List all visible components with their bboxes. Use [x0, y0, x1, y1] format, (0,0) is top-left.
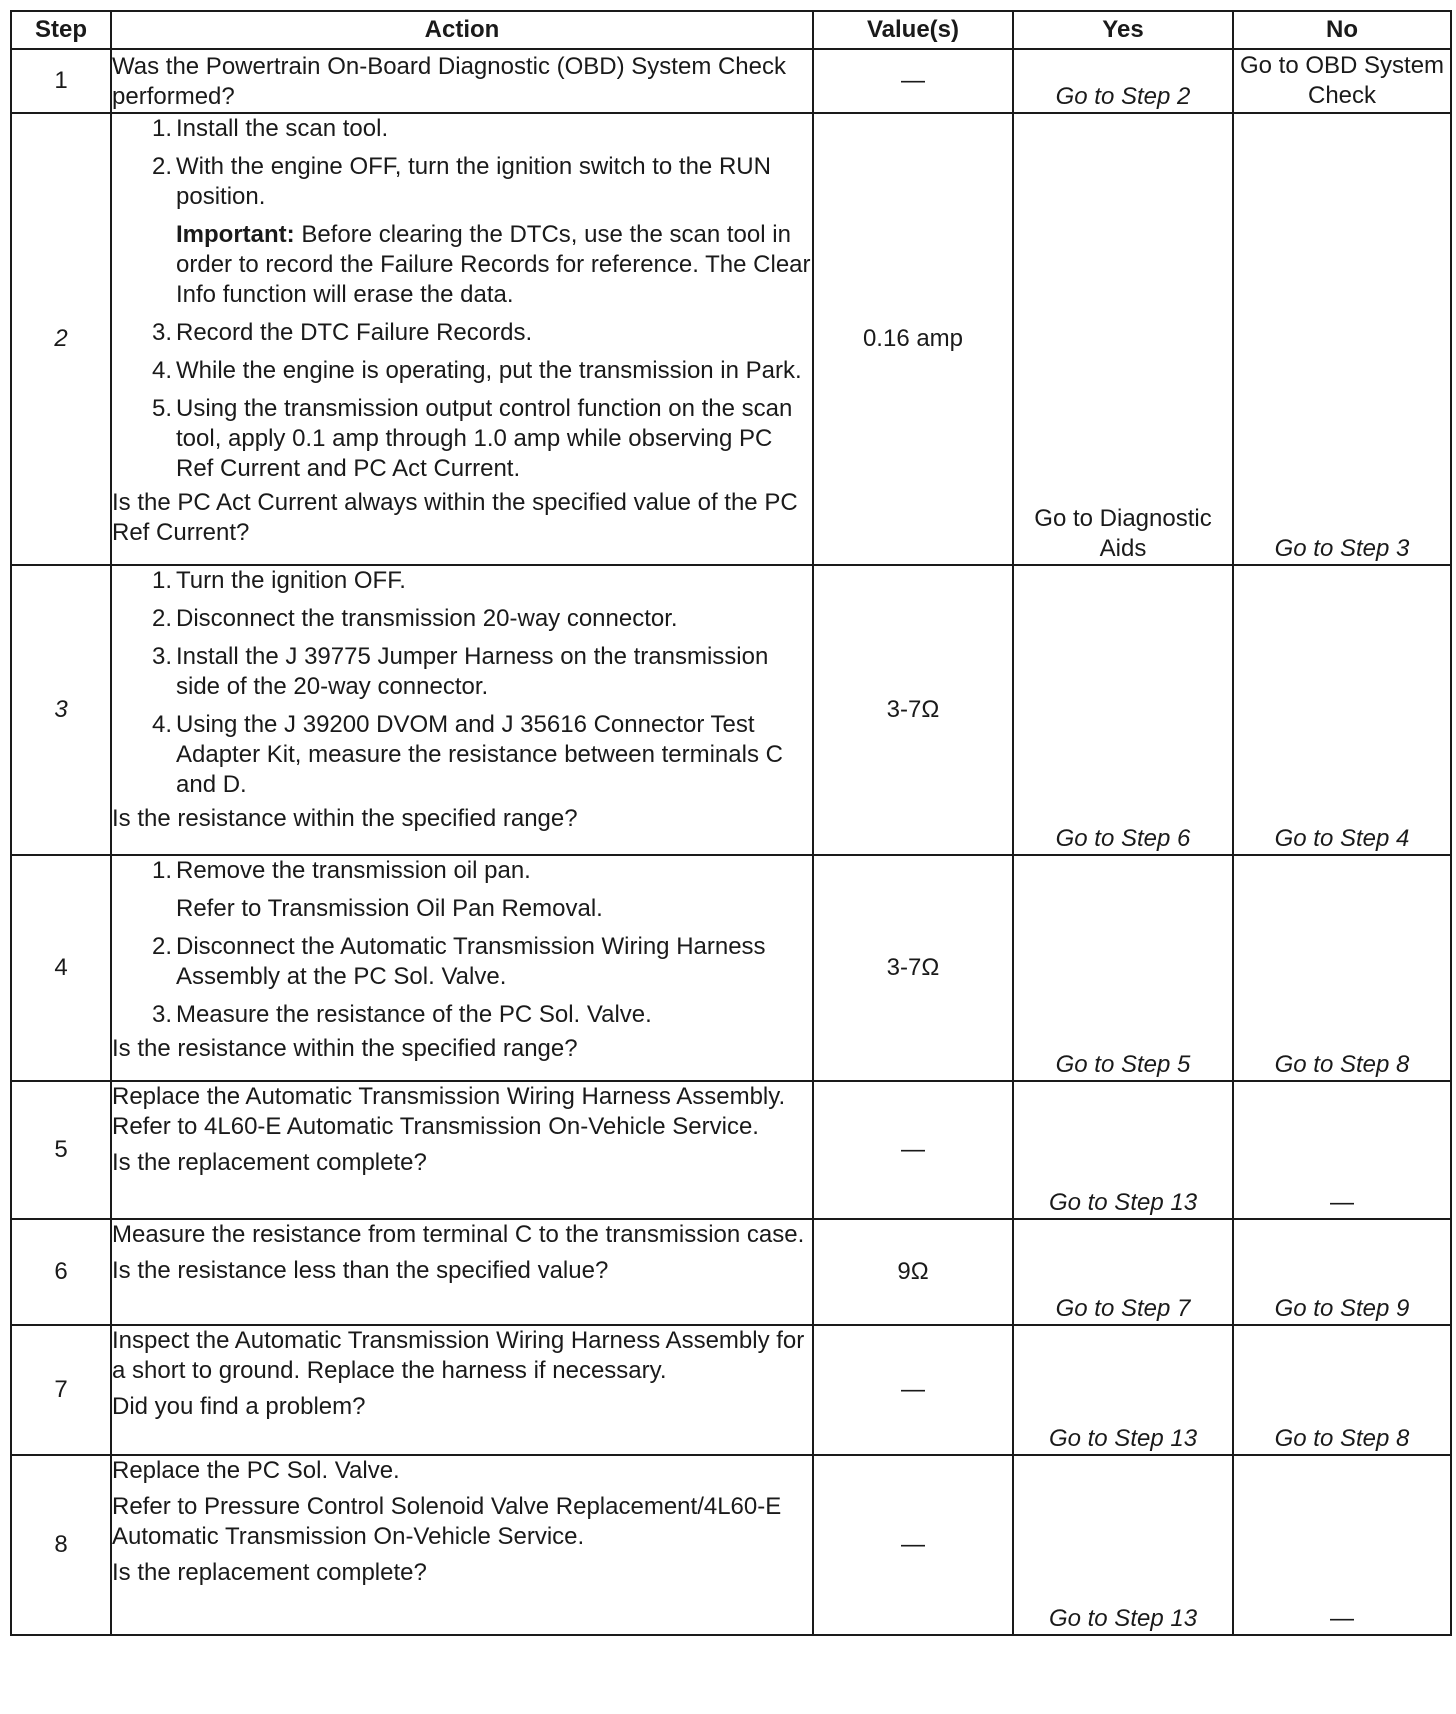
list-item-number: 4. [151, 357, 172, 384]
list-item-text: Disconnect the transmission 20-way connector. [176, 605, 678, 632]
table-row-step-3 [11, 565, 1451, 855]
list-item-number: 2. [151, 933, 172, 960]
action-question: Is the resistance within the specified range? [112, 1035, 578, 1062]
important-text: Before clearing the DTCs, use the scan tool in order to record the Failure Records for reference. The Clear Info function will erase the data. [176, 221, 811, 308]
value-cell: 9Ω [813, 1219, 1013, 1325]
action-question: Is the PC Act Current always within the specified value of the PC Ref Current? [112, 489, 798, 546]
list-item [112, 114, 812, 144]
list-item [112, 318, 812, 348]
action-list [112, 114, 812, 212]
yes-cell: Go to Step 2 [1013, 49, 1233, 113]
list-item [112, 932, 812, 992]
table-row-step-8 [11, 1455, 1451, 1635]
no-cell: Go to OBD System Check [1233, 49, 1451, 113]
action-text: Measure the resistance from terminal C to the transmission case. [112, 1221, 805, 1248]
yes-cell: Go to Step 7 [1013, 1219, 1233, 1325]
list-item-number: 3. [151, 643, 172, 670]
action-cell [111, 1081, 813, 1219]
value-cell: 3-7Ω [813, 855, 1013, 1081]
no-cell: — [1233, 1081, 1451, 1219]
list-item [112, 710, 812, 800]
list-item-text: Using the transmission output control function on the scan tool, apply 0.1 amp through 1.0 amp while observing PC Ref Current and PC Act Current. [176, 395, 793, 482]
list-item [112, 1000, 812, 1030]
header-yes: Yes [1013, 11, 1233, 49]
step-number: 6 [11, 1219, 111, 1325]
list-item-text: Using the J 39200 DVOM and J 35616 Connector Test Adapter Kit, measure the resistance between terminals C and D. [176, 711, 783, 798]
list-item-number: 1. [151, 567, 172, 594]
header-no: No [1233, 11, 1451, 49]
no-cell: — [1233, 1455, 1451, 1635]
list-item-text: Measure the resistance of the PC Sol. Valve. [176, 1001, 652, 1028]
table-row-step-2 [11, 113, 1451, 565]
step-number: 8 [11, 1455, 111, 1635]
yes-cell: Go to Step 5 [1013, 855, 1233, 1081]
step-number: 2 [11, 113, 111, 565]
table-row-step-7 [11, 1325, 1451, 1455]
list-item-number: 2. [151, 605, 172, 632]
no-cell: Go to Step 4 [1233, 565, 1451, 855]
table-header [11, 11, 1451, 49]
step-number: 4 [11, 855, 111, 1081]
list-item-text: While the engine is operating, put the transmission in Park. [176, 357, 802, 384]
action-cell [111, 1219, 813, 1325]
list-item-text: Install the scan tool. [176, 115, 389, 142]
value-cell: — [813, 1081, 1013, 1219]
table-row-step-5 [11, 1081, 1451, 1219]
action-list [112, 566, 812, 800]
table-row-step-1 [11, 49, 1451, 113]
list-item-number: 1. [151, 115, 172, 142]
yes-cell: Go to Step 6 [1013, 565, 1233, 855]
action-question: Did you find a problem? [112, 1393, 366, 1420]
yes-cell: Go to Step 13 [1013, 1325, 1233, 1455]
action-cell [111, 113, 813, 565]
value-cell: 0.16 amp [813, 113, 1013, 565]
action-text: Inspect the Automatic Transmission Wiring Harness Assembly for a short to ground. Replace the harness if necessary. [112, 1327, 805, 1384]
no-cell: Go to Step 3 [1233, 113, 1451, 565]
value-cell: — [813, 49, 1013, 113]
yes-cell: Go to Step 13 [1013, 1081, 1233, 1219]
action-cell [111, 855, 813, 1081]
list-item-number: 1. [151, 857, 172, 884]
diagnostic-table [10, 10, 1452, 1636]
step-number: 5 [11, 1081, 111, 1219]
no-cell: Go to Step 9 [1233, 1219, 1451, 1325]
step-number: 3 [11, 565, 111, 855]
list-item-text: With the engine OFF, turn the ignition switch to the RUN position. [176, 153, 771, 210]
table-row-step-6 [11, 1219, 1451, 1325]
list-item-text: Remove the transmission oil pan. [176, 857, 531, 884]
no-cell: Go to Step 8 [1233, 855, 1451, 1081]
list-item [112, 856, 812, 886]
table-row-step-4 [11, 855, 1451, 1081]
no-cell: Go to Step 8 [1233, 1325, 1451, 1455]
list-item [112, 642, 812, 702]
list-item [112, 394, 812, 484]
action-cell [111, 565, 813, 855]
value-cell: 3-7Ω [813, 565, 1013, 855]
action-list [112, 856, 812, 886]
list-item-number: 5. [151, 395, 172, 422]
value-cell: — [813, 1455, 1013, 1635]
reference-note: Refer to Transmission Oil Pan Removal. [176, 895, 603, 922]
list-item-text: Record the DTC Failure Records. [176, 319, 533, 346]
value-cell: — [813, 1325, 1013, 1455]
header-action: Action [111, 11, 813, 49]
action-reference: Refer to Pressure Control Solenoid Valve Replacement/4L60-E Automatic Transmission On-Vehicle Service. [112, 1493, 782, 1550]
list-item-number: 3. [151, 1001, 172, 1028]
header-step: Step [11, 11, 111, 49]
important-label: Important: [176, 221, 295, 248]
list-item [112, 566, 812, 596]
action-question: Is the replacement complete? [112, 1149, 427, 1176]
list-item-text: Turn the ignition OFF. [176, 567, 406, 594]
yes-cell: Go to Diagnostic Aids [1013, 113, 1233, 565]
header-values: Value(s) [813, 11, 1013, 49]
list-item-text: Install the J 39775 Jumper Harness on the transmission side of the 20-way connector. [176, 643, 769, 700]
header-row [11, 11, 1451, 49]
action-text: Replace the PC Sol. Valve. [112, 1457, 400, 1484]
list-item-number: 2. [151, 153, 172, 180]
action-cell [111, 49, 813, 113]
list-item [112, 356, 812, 386]
important-note [112, 220, 812, 310]
step-number: 7 [11, 1325, 111, 1455]
list-item [112, 604, 812, 634]
action-cell [111, 1455, 813, 1635]
action-cell [111, 1325, 813, 1455]
list-item-number: 3. [151, 319, 172, 346]
list-item-number: 4. [151, 711, 172, 738]
action-list [112, 318, 812, 484]
action-question: Was the Powertrain On-Board Diagnostic (OBD) System Check performed? [112, 53, 787, 110]
action-question: Is the replacement complete? [112, 1559, 427, 1586]
yes-cell: Go to Step 13 [1013, 1455, 1233, 1635]
action-list [112, 932, 812, 1030]
action-question: Is the resistance within the specified range? [112, 805, 578, 832]
action-question: Is the resistance less than the specified value? [112, 1257, 609, 1284]
list-item-text: Disconnect the Automatic Transmission Wiring Harness Assembly at the PC Sol. Valve. [176, 933, 766, 990]
list-item [112, 152, 812, 212]
action-text: Replace the Automatic Transmission Wiring Harness Assembly. Refer to 4L60-E Automatic Transmission On-Vehicle Service. [112, 1083, 786, 1140]
step-number: 1 [11, 49, 111, 113]
